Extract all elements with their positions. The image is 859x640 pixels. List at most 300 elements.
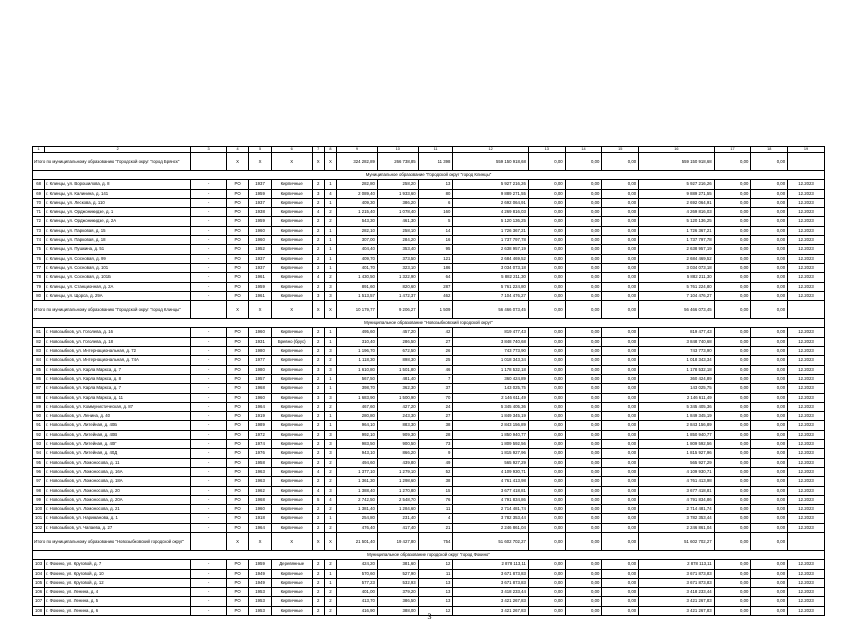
table-cell: 103 (33, 560, 45, 569)
table-cell: 0,00 (602, 273, 639, 282)
table-cell: 5 345 405,36 (453, 402, 529, 411)
table-cell: - (191, 588, 227, 597)
table-cell: 5 120 136,25 (639, 217, 715, 226)
table-cell: 83 (33, 347, 45, 356)
table-cell: 1 381,40 (337, 505, 378, 514)
table-cell: 1960 (249, 236, 271, 245)
table-row (33, 578, 825, 587)
table-cell: 0,00 (714, 245, 751, 254)
table-cell: 5 882 211,30 (453, 273, 529, 282)
table-cell: 13 (418, 180, 453, 189)
table-cell: 1953 (249, 588, 271, 597)
column-number: 8 (324, 147, 336, 153)
table-cell: Кирпичные (271, 282, 312, 291)
table-cell: 0,00 (751, 198, 788, 207)
table-cell: РО (226, 458, 248, 467)
table-cell: 0,00 (751, 514, 788, 523)
table-cell: 0,00 (751, 291, 788, 300)
table-cell: 105 (33, 578, 45, 587)
table-cell: 12.2023 (788, 254, 825, 263)
table-cell: 4 269 816,03 (453, 208, 529, 217)
table-cell: 1 (324, 374, 336, 383)
subtotal-cell: 0,00 (751, 301, 788, 319)
table-cell: 0,00 (751, 505, 788, 514)
table-cell: 1 513,57 (337, 291, 378, 300)
table-cell: 1 (324, 245, 336, 254)
table-row (33, 226, 825, 235)
column-number: 16 (639, 147, 715, 153)
table-cell: 3 (324, 449, 336, 458)
table-cell: 0,00 (528, 282, 565, 291)
table-cell: 3 (324, 282, 336, 291)
table-cell: - (191, 337, 227, 346)
table-cell: 12.2023 (788, 337, 825, 346)
table-cell: 0,00 (602, 263, 639, 272)
table-cell: 0,00 (714, 514, 751, 523)
table-cell: 0,00 (714, 412, 751, 421)
table-cell: 0,00 (751, 449, 788, 458)
table-cell: 284,20 (377, 236, 418, 245)
subtotal-label: Итого по муниципальному образованию "Городской округ "город Брянск" (33, 153, 191, 171)
table-cell: 0,00 (565, 402, 602, 411)
subtotal-cell: 0,00 (528, 153, 565, 171)
table-cell: 96 (33, 467, 45, 476)
table-cell: 0,00 (714, 365, 751, 374)
table-cell: 1977 (249, 356, 271, 365)
table-cell: 439,80 (377, 458, 418, 467)
table-cell: 12.2023 (788, 236, 825, 245)
address-cell: г. Новозыбков, ул. Гоголева, д. 16 (45, 328, 191, 337)
table-cell: 12.2023 (788, 505, 825, 514)
table-cell: 0,00 (714, 263, 751, 272)
column-number: 3 (191, 147, 227, 153)
table-cell: 3 418 233,44 (639, 588, 715, 597)
table-cell: 0,00 (565, 254, 602, 263)
table-cell: 258,10 (377, 226, 418, 235)
table-cell: 0,00 (714, 477, 751, 486)
table-cell: 0,00 (528, 477, 565, 486)
table-cell: РО (226, 588, 248, 597)
table-cell: - (191, 569, 227, 578)
table-cell: 3 (312, 393, 324, 402)
table-cell: 0,00 (528, 402, 565, 411)
table-cell: 0,00 (602, 254, 639, 263)
table-cell: - (191, 412, 227, 421)
table-cell: РО (226, 449, 248, 458)
table-cell: 0,00 (565, 523, 602, 532)
table-cell: 891,60 (337, 282, 378, 291)
table-cell: 2 (312, 347, 324, 356)
table-row (33, 467, 825, 476)
table-cell: 3 (312, 189, 324, 198)
table-cell: 0,00 (602, 356, 639, 365)
table-cell: 0,00 (714, 273, 751, 282)
table-cell: 1949 (249, 578, 271, 587)
table-cell: 743 773,90 (639, 347, 715, 356)
table-cell: 68 (33, 180, 45, 189)
table-cell: 0,00 (714, 328, 751, 337)
table-cell: 0,00 (565, 365, 602, 374)
table-cell: 3 (324, 347, 336, 356)
table-cell: - (191, 236, 227, 245)
table-cell: 13 (418, 588, 453, 597)
table-cell: 3 034 073,18 (453, 263, 529, 272)
table-cell: 0,00 (528, 245, 565, 254)
table-cell: 1961 (249, 273, 271, 282)
table-cell: 0,00 (528, 430, 565, 439)
table-cell: 0,00 (602, 606, 639, 615)
table-cell: - (191, 208, 227, 217)
table-row (33, 217, 825, 226)
column-number: 1 (33, 147, 45, 153)
table-cell: 2 (312, 606, 324, 615)
table-cell: 1 270,80 (377, 486, 418, 495)
table-cell: Кирпичные (271, 467, 312, 476)
table-cell: 0,00 (751, 356, 788, 365)
table-cell: 0,00 (602, 180, 639, 189)
table-cell: 2 (312, 430, 324, 439)
table-cell: 5 (418, 217, 453, 226)
table-cell: 2 714 481,74 (639, 505, 715, 514)
table-cell: 401,70 (337, 263, 378, 272)
table-cell: 93 (33, 440, 45, 449)
table-cell: 992,10 (337, 430, 378, 439)
table-cell: 1953 (249, 606, 271, 615)
table-cell: 467,60 (337, 402, 378, 411)
subtotal-cell: 324 282,89 (337, 153, 378, 171)
table-cell: 3 671 873,83 (453, 569, 529, 578)
table-cell: 3 677 418,81 (639, 486, 715, 495)
table-cell: Кирпичные (271, 245, 312, 254)
table-cell: 462 (418, 291, 453, 300)
subtotal-cell: X (312, 301, 324, 319)
table-cell: 0,00 (602, 458, 639, 467)
table-cell: 0,00 (714, 282, 751, 291)
table-cell: 819 477,43 (639, 328, 715, 337)
table-row (33, 356, 825, 365)
table-cell: 0,00 (714, 430, 751, 439)
table-cell: 1 850 940,77 (639, 430, 715, 439)
address-cell: г. Новозыбков, ул. Литейная, д. 40Г (45, 440, 191, 449)
table-cell: 0,00 (751, 337, 788, 346)
table-cell: 0,00 (714, 402, 751, 411)
table-cell: 0,00 (528, 505, 565, 514)
subtotal-label: Итого по муниципальному образованию "Новозыбковский городской округ" (33, 532, 191, 550)
table-cell: 12.2023 (788, 328, 825, 337)
table-row (33, 263, 825, 272)
table-cell: 0,00 (528, 198, 565, 207)
address-cell: г. Новозыбков, ул. Гоголева, д. 18 (45, 337, 191, 346)
table-cell: 0,00 (714, 291, 751, 300)
subtotal-cell: 0,00 (565, 532, 602, 550)
table-cell: 3 (324, 393, 336, 402)
table-cell: 5 345 405,36 (639, 402, 715, 411)
table-cell: 0,00 (751, 365, 788, 374)
column-number: 6 (271, 147, 312, 153)
table-cell: - (191, 374, 227, 383)
table-cell: 0,00 (751, 606, 788, 615)
address-cell: г. Клинцы, ул. Сосновая, д. 101 (45, 263, 191, 272)
table-cell: 100 (33, 505, 45, 514)
column-number: 5 (249, 147, 271, 153)
table-cell: 2 (324, 505, 336, 514)
table-cell: 5 761 224,80 (639, 282, 715, 291)
section-header-row (33, 319, 825, 328)
table-cell: 3 677 418,81 (453, 486, 529, 495)
table-cell: 2 684 469,52 (453, 254, 529, 263)
section-title: Муниципальное образование "Новозыбковский городской округ" (33, 319, 825, 328)
table-cell: - (191, 189, 227, 198)
table-cell: 0,00 (751, 384, 788, 393)
table-cell: 2 548,70 (377, 495, 418, 504)
table-row (33, 282, 825, 291)
table-cell: 0,00 (714, 208, 751, 217)
subtotal-cell: X (226, 153, 248, 171)
table-cell: 0,00 (751, 402, 788, 411)
table-cell: 1964 (249, 523, 271, 532)
address-cell: г. Новозыбков, ул. Ленина, д. 40 (45, 412, 191, 421)
table-cell: 1 501,80 (377, 365, 418, 374)
table-cell: 1 (324, 263, 336, 272)
table-cell: 0,00 (565, 560, 602, 569)
table-cell: 2 (324, 273, 336, 282)
table-cell: 0,00 (751, 393, 788, 402)
subtotal-cell: 56 466 073,45 (453, 301, 529, 319)
table-row (33, 273, 825, 282)
table-row (33, 588, 825, 597)
table-cell: 0,00 (714, 449, 751, 458)
table-cell: 743 773,90 (453, 347, 529, 356)
table-cell: Кирпичные (271, 430, 312, 439)
subtotal-cell: X (312, 153, 324, 171)
subtotal-cell: 21 501,40 (337, 532, 378, 550)
subtotal-cell: 56 466 073,45 (639, 301, 715, 319)
table-cell: 0,00 (528, 421, 565, 430)
table-cell: 2 878 113,11 (453, 560, 529, 569)
table-cell: 0,00 (714, 523, 751, 532)
table-cell: 12.2023 (788, 560, 825, 569)
table-cell: Кирпичные (271, 291, 312, 300)
table-cell: РО (226, 505, 248, 514)
table-cell: - (191, 384, 227, 393)
table-cell: 398,70 (337, 384, 378, 393)
table-row (33, 393, 825, 402)
table-cell: 1 361,30 (337, 477, 378, 486)
subtotal-cell: 754 (418, 532, 453, 550)
address-cell: г. Клинцы, ул. Орджоникидзе, д. 2А (45, 217, 191, 226)
table-cell: 2 (324, 606, 336, 615)
table-cell: 7 104 476,27 (453, 291, 529, 300)
table-cell: 38 (418, 421, 453, 430)
table-cell: 0,00 (602, 505, 639, 514)
table-cell: 12.2023 (788, 458, 825, 467)
table-cell: 82 (33, 337, 45, 346)
table-cell: РО (226, 356, 248, 365)
table-cell: 1 118,30 (337, 356, 378, 365)
table-cell: - (191, 477, 227, 486)
table-cell: 0,00 (714, 180, 751, 189)
table-cell: - (191, 402, 227, 411)
table-cell: 2 (312, 384, 324, 393)
address-cell: г. Новозыбков, ул. Карла Маркса, д. 7 (45, 384, 191, 393)
table-cell: 0,00 (565, 236, 602, 245)
table-cell: 2 (312, 337, 324, 346)
table-cell: 92 (33, 430, 45, 439)
table-cell: 84 (33, 356, 45, 365)
table-cell: РО (226, 245, 248, 254)
table-cell: - (191, 560, 227, 569)
table-cell: РО (226, 440, 248, 449)
subtotal-cell: 0,00 (714, 301, 751, 319)
address-cell: г. Клинцы, ул. Пушкина, д. 51 (45, 245, 191, 254)
table-row (33, 523, 825, 532)
table-cell: 0,00 (751, 597, 788, 606)
table-cell: Кирпичные (271, 514, 312, 523)
table-cell: 2 (312, 597, 324, 606)
table-cell: - (191, 365, 227, 374)
table-cell: Кирпичные (271, 198, 312, 207)
table-cell: 0,00 (565, 440, 602, 449)
table-cell: 2 (312, 226, 324, 235)
table-cell: 0,00 (565, 328, 602, 337)
table-row (33, 254, 825, 263)
table-cell: 0,00 (565, 514, 602, 523)
table-cell: 0,00 (528, 514, 565, 523)
table-cell: 413,70 (337, 597, 378, 606)
table-cell: Деревянные (271, 560, 312, 569)
table-cell: 0,00 (565, 374, 602, 383)
table-cell: - (191, 449, 227, 458)
table-row (33, 486, 825, 495)
table-cell: 424,20 (337, 560, 378, 569)
table-cell: 0,00 (528, 578, 565, 587)
table-cell: 0,00 (528, 236, 565, 245)
table-cell: Кирпичные (271, 486, 312, 495)
table-cell: Кирпичные (271, 236, 312, 245)
table-cell: 0,00 (751, 217, 788, 226)
table-cell: 287 (418, 282, 453, 291)
table-cell: РО (226, 347, 248, 356)
table-cell: 4 (324, 189, 336, 198)
table-cell: 983,50 (337, 440, 378, 449)
table-row (33, 402, 825, 411)
table-cell: 0,00 (714, 356, 751, 365)
table-cell: 0,00 (751, 236, 788, 245)
table-cell: 1 815 927,96 (453, 449, 529, 458)
table-cell: Кирпичные (271, 393, 312, 402)
table-cell: 4 (312, 467, 324, 476)
column-number: 7 (312, 147, 324, 153)
table-cell: - (191, 198, 227, 207)
subtotal-cell (788, 301, 825, 319)
table-cell: 0,00 (528, 569, 565, 578)
table-cell: 286,50 (377, 337, 418, 346)
table-cell: 282,10 (337, 226, 378, 235)
subtotal-row (33, 532, 825, 550)
table-cell: 2 (324, 523, 336, 532)
table-cell: 85 (33, 365, 45, 374)
table-cell: 381,60 (377, 560, 418, 569)
table-cell: - (191, 347, 227, 356)
table-cell: 95 (33, 458, 45, 467)
table-cell: РО (226, 514, 248, 523)
table-cell: 2 (324, 477, 336, 486)
table-cell: Кирпичные (271, 263, 312, 272)
table-cell: 0,00 (565, 226, 602, 235)
table-cell: РО (226, 477, 248, 486)
table-cell: 5 927 216,26 (639, 180, 715, 189)
table-cell: 0,00 (528, 606, 565, 615)
table-cell: 0,00 (751, 412, 788, 421)
address-cell: г. Клинцы, ул. Калинина, д. 141 (45, 189, 191, 198)
table-cell: 0,00 (565, 263, 602, 272)
table-cell: 2 246 861,04 (639, 523, 715, 532)
table-cell: 37 (418, 384, 453, 393)
table-cell: 0,00 (714, 374, 751, 383)
table-cell: 12 (418, 606, 453, 615)
table-row (33, 208, 825, 217)
table-cell: 1 018 343,34 (639, 356, 715, 365)
table-cell: РО (226, 180, 248, 189)
table-cell: 0,00 (528, 384, 565, 393)
subtotal-label: Итого по муниципальному образованию "Городской округ "город Клинцы" (33, 301, 191, 319)
table-cell: 0,00 (565, 198, 602, 207)
table-cell: 386,20 (377, 198, 418, 207)
address-cell: г. Новозыбков, ул. Ломоносова, д. 11 (45, 458, 191, 467)
address-cell: г. Фокино, ул. Ленина, д. 4 (45, 588, 191, 597)
table-cell: 3 782 353,44 (453, 514, 529, 523)
table-cell: РО (226, 365, 248, 374)
table-cell: 379,20 (377, 588, 418, 597)
table-cell: Бревно (брус) (271, 337, 312, 346)
table-cell: 0,00 (602, 514, 639, 523)
table-cell: 12.2023 (788, 226, 825, 235)
table-cell: 27 (418, 412, 453, 421)
table-cell: 543,30 (337, 217, 378, 226)
table-cell: 373,50 (377, 254, 418, 263)
column-number: 2 (45, 147, 191, 153)
table-cell: Кирпичные (271, 328, 312, 337)
table-cell: 1980 (249, 365, 271, 374)
table-cell: РО (226, 226, 248, 235)
subtotal-cell: 9 206,27 (377, 301, 418, 319)
table-cell: 0,00 (528, 412, 565, 421)
table-row (33, 236, 825, 245)
table-cell: 12.2023 (788, 402, 825, 411)
section-title: Муниципальное образование городской округ "город Фокино" (33, 550, 825, 559)
table-cell: 417,40 (377, 523, 418, 532)
table-cell: - (191, 458, 227, 467)
table-cell: 0,00 (565, 588, 602, 597)
page-number: 3 (427, 612, 432, 621)
table-cell: - (191, 495, 227, 504)
table-cell: 0,00 (602, 337, 639, 346)
table-row (33, 245, 825, 254)
table-cell: 254,80 (337, 514, 378, 523)
table-cell: 24 (418, 402, 453, 411)
table-cell: 21 (418, 523, 453, 532)
table-cell: РО (226, 236, 248, 245)
address-cell: г. Клинцы, ул. Орджоникидзе, д. 1 (45, 208, 191, 217)
table-cell: 2 (312, 217, 324, 226)
table-cell: 1937 (249, 263, 271, 272)
table-cell: 0,00 (714, 347, 751, 356)
table-cell: 2 (312, 477, 324, 486)
table-cell: Кирпичные (271, 578, 312, 587)
table-cell: 2 (312, 282, 324, 291)
table-cell: 909,30 (377, 430, 418, 439)
table-cell: 0,00 (714, 217, 751, 226)
